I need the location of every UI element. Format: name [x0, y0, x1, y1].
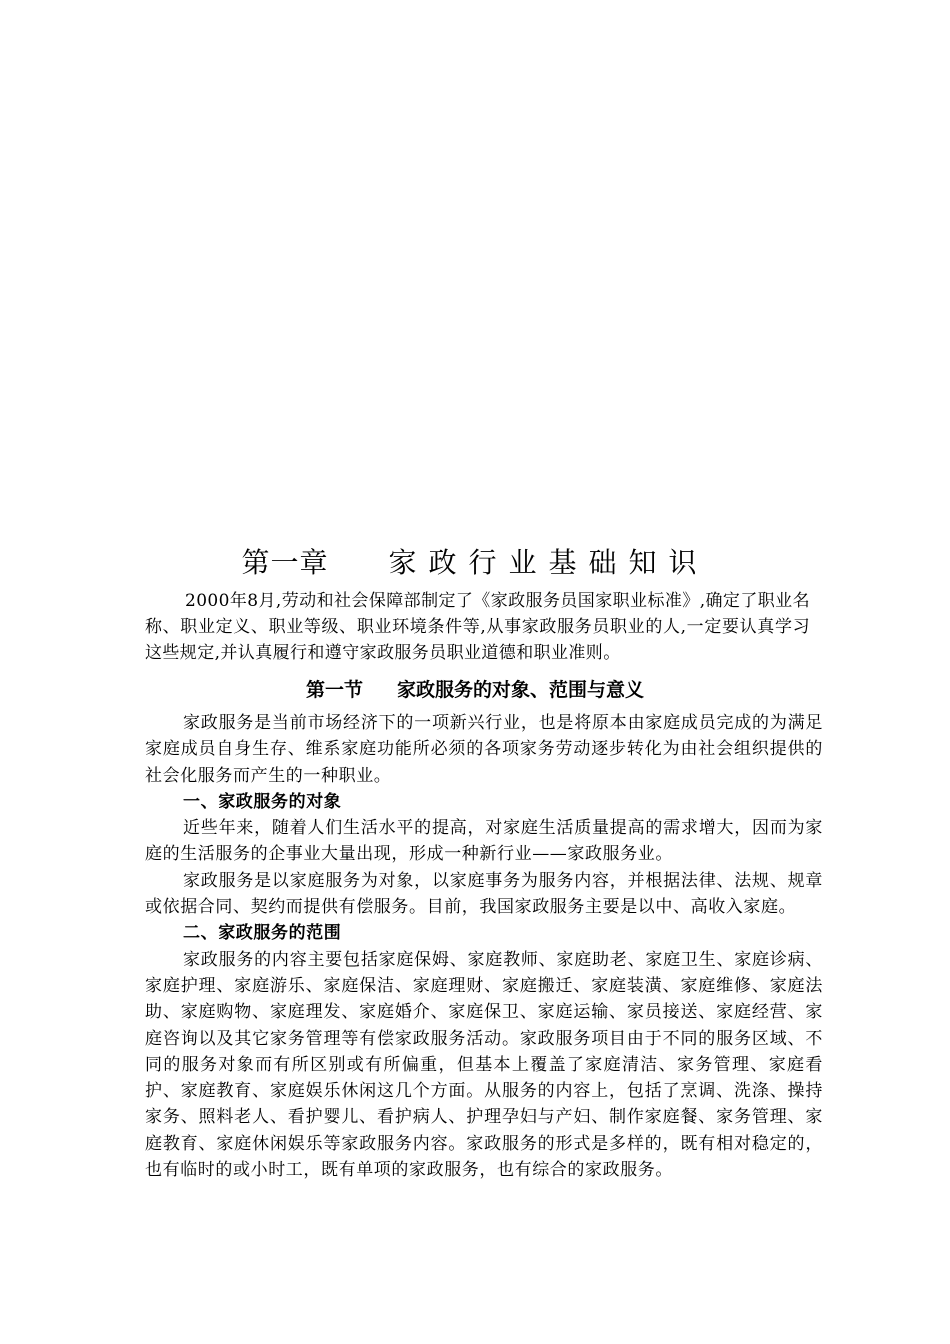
subheading-service-scope: 二、家政服务的范围: [183, 923, 342, 944]
paragraph-definition: 家政服务是当前市场经济下的一项新兴行业，也是将原本由家庭成员完成的为满足家庭成员自身生存、维系家庭功能所必须的各项家务劳动逐步转化为由社会组织提供的社会化服务而产生的一种职业。: [145, 713, 823, 786]
paragraph-industry-growth: 近些年来，随着人们生活水平的提高，对家庭生活质量提高的需求增大，因而为家庭的生活服务的企事业大量出现，形成一种新行业——家政服务业。: [145, 818, 823, 865]
chapter-number: 第一章: [241, 546, 329, 579]
paragraph-service-scope: 家政服务的内容主要包括家庭保姆、家庭教师、家庭助老、家庭卫生、家庭诊病、家庭护理、家庭游乐、家庭保洁、家庭理财、家庭搬迁、家庭装潢、家庭维修、家庭法助、家庭购物、家庭理发、家庭婚介、家庭保卫、家庭运输、家员接送、家庭经营、家庭咨询以及其它家务管理等有偿家政服务活动。家政服务项目由于不同的服务区域、不同的服务对象而有所区别或有所偏重，但基本上覆盖了家庭清洁、家务管理、家庭看护、家庭教育、家庭娱乐休闲这几个方面。从服务的内容上，包括了烹调、洗涤、操持家务、照料老人、看护婴儿、看护病人、护理孕妇与产妇、制作家庭餐、家务管理、家庭教育、家庭休闲娱乐等家政服务内容。家政服务的形式是多样的，既有相对稳定的，也有临时的或小时工，既有单项的家政服务，也有综合的家政服务。: [145, 949, 823, 1181]
chapter-title: [0, 540, 950, 586]
section-number: 第一节: [305, 679, 363, 701]
section-name: 家政服务的对象、范围与意义: [397, 679, 645, 701]
subheading-service-objects: 一、家政服务的对象: [183, 791, 342, 812]
section-title: [0, 676, 950, 704]
paragraph-service-targets: 家政服务是以家庭服务为对象，以家庭事务为服务内容，并根据法律、法规、规章或依据合同、契约而提供有偿服务。目前，我国家政服务主要是以中、高收入家庭。: [145, 870, 823, 918]
chapter-intro-paragraph: 2000年8月,劳动和社会保障部制定了《家政服务员国家职业标准》,确定了职业名称、职业定义、职业等级、职业环境条件等,从事家政服务员职业的人,一定要认真学习这些规定,并认真履行和遵守家政服务员职业道德和职业准则。: [145, 591, 810, 663]
chapter-name: 家政行业基础知识: [388, 546, 709, 579]
section-body: [145, 710, 823, 1183]
